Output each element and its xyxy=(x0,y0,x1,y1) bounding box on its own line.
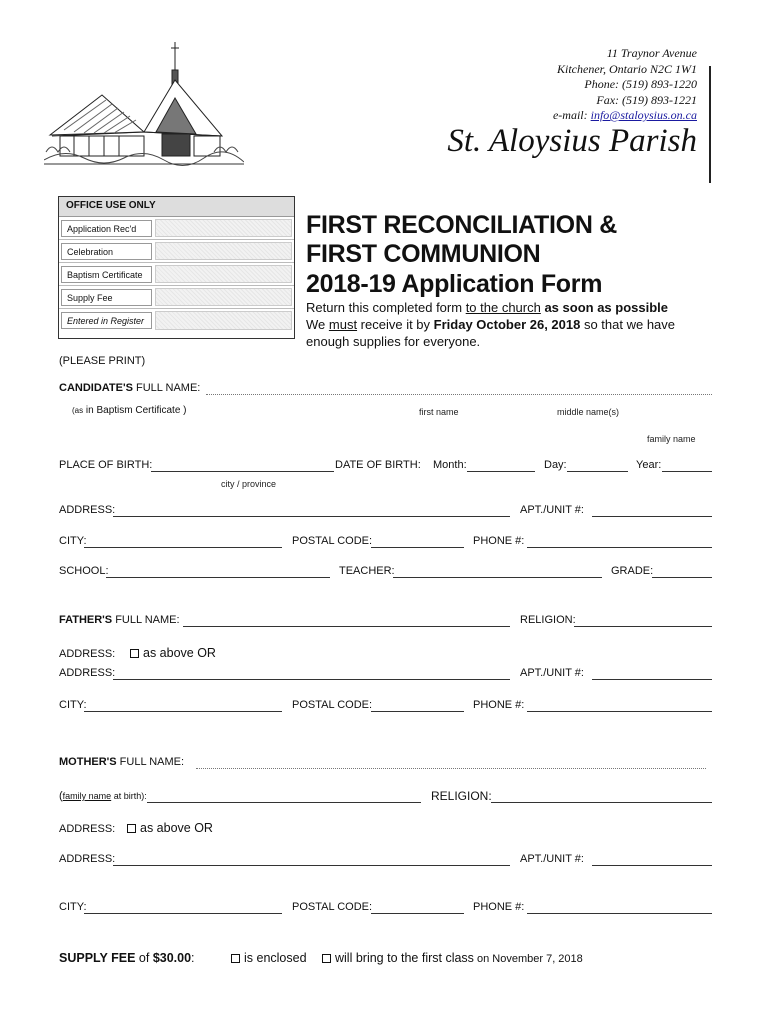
day-field[interactable] xyxy=(567,471,628,472)
father-address-short-label: ADDRESS: xyxy=(59,648,116,660)
grade-field[interactable] xyxy=(652,577,712,578)
school-label: SCHOOL: xyxy=(59,565,109,577)
office-row-field[interactable] xyxy=(155,265,292,283)
office-row-label: Supply Fee xyxy=(61,289,152,306)
supply-fee-colon: : xyxy=(191,951,195,965)
office-row-label: Baptism Certificate xyxy=(61,266,152,283)
father-address-label: ADDRESS: xyxy=(59,667,116,679)
father-address-field[interactable] xyxy=(113,679,510,680)
checkbox-icon[interactable] xyxy=(231,954,240,963)
mother-family-name-label xyxy=(59,790,147,802)
father-postal-code-field[interactable] xyxy=(371,711,464,712)
parish-email-line xyxy=(553,108,697,124)
supply-fee-amount: $30.00 xyxy=(152,951,192,965)
mother-address-field[interactable] xyxy=(113,865,510,866)
supply-fee-of: of xyxy=(135,951,153,965)
father-label-rest: FULL NAME: xyxy=(112,614,180,626)
mother-phone-field[interactable] xyxy=(527,913,712,914)
father-city-label: CITY: xyxy=(59,699,87,711)
mother-postal-code-label: POSTAL CODE: xyxy=(292,901,373,913)
year-label: Year: xyxy=(636,459,662,471)
phone-label: PHONE #: xyxy=(473,535,525,547)
candidate-name-field[interactable] xyxy=(206,394,712,395)
mother-name-field[interactable] xyxy=(196,768,706,769)
mother-apt-unit-label: APT./UNIT #: xyxy=(520,853,584,865)
instr-underlined: must xyxy=(328,317,358,332)
as-in-small: (as xyxy=(72,406,84,415)
office-row xyxy=(59,240,294,263)
father-as-above-option[interactable] xyxy=(130,646,216,660)
office-row xyxy=(59,217,294,240)
year-field[interactable] xyxy=(662,471,712,472)
father-apt-unit-field[interactable] xyxy=(592,679,712,680)
postal-code-label: POSTAL CODE: xyxy=(292,535,373,547)
instruction-line1 xyxy=(306,300,668,315)
father-religion-field[interactable] xyxy=(574,626,712,627)
email-label: e-mail: xyxy=(552,108,591,122)
father-religion-label: RELIGION: xyxy=(520,614,576,626)
day-label: Day: xyxy=(544,459,567,471)
will-bring-label: will bring to the first class xyxy=(335,951,474,965)
header-rule xyxy=(709,66,711,183)
contact-block xyxy=(553,46,697,124)
will-bring-date: on November 7, 2018 xyxy=(473,953,583,965)
mother-postal-code-field[interactable] xyxy=(371,913,464,914)
email-link[interactable]: info@staloysius.on.ca xyxy=(590,108,697,122)
mother-religion-label: RELIGION: xyxy=(431,789,492,803)
parish-city: Kitchener, Ontario N2C 1W1 xyxy=(557,61,697,76)
apt-unit-field[interactable] xyxy=(592,516,712,517)
office-row-label: Celebration xyxy=(61,243,152,260)
mother-label-rest: FULL NAME: xyxy=(116,756,185,768)
instruction-line3: enough supplies for everyone. xyxy=(306,334,481,349)
apt-unit-label: APT./UNIT #: xyxy=(520,504,584,516)
city-province-caption: city / province xyxy=(221,479,277,489)
office-row-field[interactable] xyxy=(155,242,292,260)
teacher-label: TEACHER: xyxy=(339,565,395,577)
instr-text: Return this completed form xyxy=(306,300,466,315)
mother-address-short-label: ADDRESS: xyxy=(59,823,116,835)
grade-label: GRADE: xyxy=(611,565,654,577)
month-label: Month: xyxy=(433,459,467,471)
candidate-label-rest: FULL NAME: xyxy=(132,382,201,394)
father-apt-unit-label: APT./UNIT #: xyxy=(520,667,584,679)
office-use-heading: OFFICE USE ONLY xyxy=(59,197,294,217)
checkbox-icon[interactable] xyxy=(322,954,331,963)
fee-bring-option[interactable] xyxy=(322,951,583,965)
mother-religion-field[interactable] xyxy=(491,802,712,803)
candidate-label-bold: CANDIDATE'S xyxy=(59,382,133,394)
father-postal-code-label: POSTAL CODE: xyxy=(292,699,373,711)
first-name-caption: first name xyxy=(419,407,459,417)
mother-family-name-field[interactable] xyxy=(147,802,421,803)
instr-text: We xyxy=(306,317,329,332)
father-phone-label: PHONE #: xyxy=(473,699,525,711)
address-label: ADDRESS: xyxy=(59,504,116,516)
address-field[interactable] xyxy=(113,516,510,517)
office-use-box xyxy=(58,196,295,339)
office-row xyxy=(59,263,294,286)
candidate-name-label xyxy=(59,382,200,394)
teacher-field[interactable] xyxy=(393,577,602,578)
parish-phone: Phone: (519) 893-1220 xyxy=(584,77,697,91)
instruction-line2 xyxy=(306,317,675,332)
date-of-birth-label: DATE OF BIRTH: xyxy=(335,459,421,471)
city-label: CITY: xyxy=(59,535,87,547)
mother-address-label: ADDRESS: xyxy=(59,853,116,865)
office-row xyxy=(59,286,294,309)
middle-name-caption: middle name(s) xyxy=(557,407,620,417)
as-in-baptism-note xyxy=(72,405,187,416)
month-field[interactable] xyxy=(467,471,535,472)
deadline-date: Friday October 26, 2018 xyxy=(433,317,581,332)
as-in-rest: in Baptism Certificate ) xyxy=(83,405,187,416)
mother-city-field[interactable] xyxy=(84,913,282,914)
family-name-underlined: family name xyxy=(62,791,112,801)
mother-as-above-option[interactable] xyxy=(127,821,213,835)
office-row-label: Application Rec'd xyxy=(61,220,152,237)
family-name-caption: family name xyxy=(647,434,696,444)
office-row-label: Entered in Register xyxy=(61,312,152,329)
instr-text: so that we have xyxy=(580,317,676,332)
checkbox-icon[interactable] xyxy=(127,824,136,833)
checkbox-icon[interactable] xyxy=(130,649,139,658)
church-illustration xyxy=(44,40,244,170)
parish-address: 11 Traynor Avenue xyxy=(606,46,697,60)
fee-enclosed-option[interactable] xyxy=(231,951,307,965)
supply-fee-bold: SUPPLY FEE xyxy=(59,951,136,965)
office-row-field[interactable] xyxy=(155,288,292,306)
parish-name: St. Aloysius Parish xyxy=(447,123,697,159)
mother-label-bold: MOTHER'S xyxy=(59,756,117,768)
instr-text: receive it by xyxy=(357,317,434,332)
supply-fee-label xyxy=(59,951,195,965)
is-enclosed-label: is enclosed xyxy=(244,951,307,965)
mother-name-label xyxy=(59,756,184,768)
mother-apt-unit-field[interactable] xyxy=(592,865,712,866)
place-of-birth-field[interactable] xyxy=(151,471,334,472)
at-birth-text: at birth): xyxy=(111,791,147,801)
parish-fax: Fax: (519) 893-1221 xyxy=(596,92,697,107)
father-name-field[interactable] xyxy=(183,626,510,627)
city-field[interactable] xyxy=(84,547,282,548)
instr-underlined: to the church xyxy=(465,300,541,315)
office-row xyxy=(59,309,294,332)
as-above-label: as above OR xyxy=(143,646,216,660)
father-city-field[interactable] xyxy=(84,711,282,712)
father-name-label xyxy=(59,614,180,626)
mother-phone-label: PHONE #: xyxy=(473,901,525,913)
as-above-label: as above OR xyxy=(140,821,213,835)
paren-open: ( xyxy=(59,790,63,802)
form-title-line2: FIRST COMMUNION xyxy=(306,240,541,268)
form-title-line3: 2018-19 Application Form xyxy=(306,270,603,298)
phone-field[interactable] xyxy=(527,547,712,548)
postal-code-field[interactable] xyxy=(371,547,464,548)
father-phone-field[interactable] xyxy=(527,711,712,712)
please-print-note: (PLEASE PRINT) xyxy=(59,355,146,367)
office-row-field[interactable] xyxy=(155,311,292,330)
instr-bold: as soon as possible xyxy=(540,300,668,315)
father-label-bold: FATHER'S xyxy=(59,614,113,626)
mother-city-label: CITY: xyxy=(59,901,87,913)
office-row-field[interactable] xyxy=(155,219,292,237)
place-of-birth-label: PLACE OF BIRTH: xyxy=(59,459,153,471)
form-title-line1: FIRST RECONCILIATION & xyxy=(306,211,617,239)
school-field[interactable] xyxy=(106,577,330,578)
